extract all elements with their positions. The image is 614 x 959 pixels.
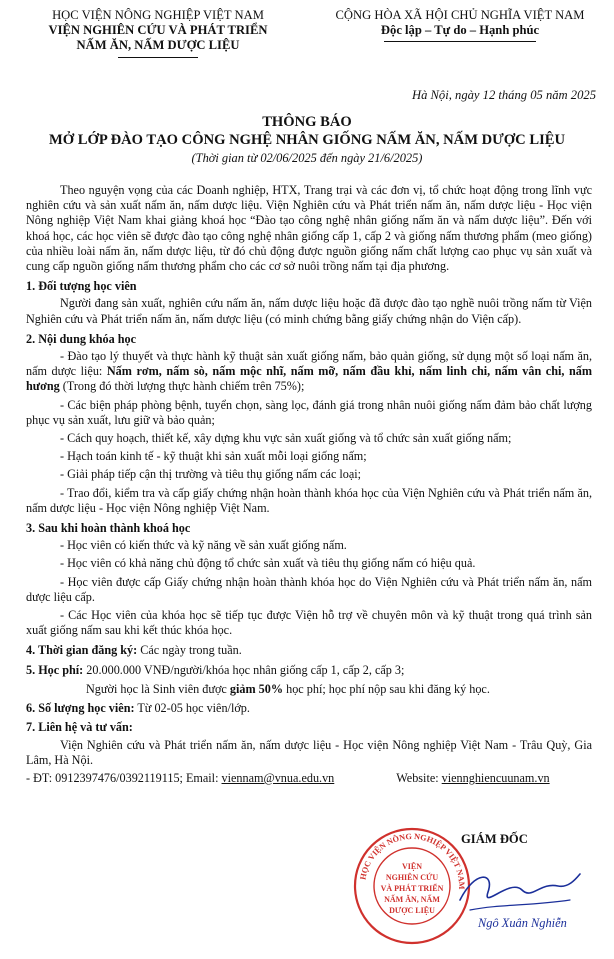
section-2-item-1-pre: - Đào tạo lý thuyết và thực hành kỹ thuật sản xuất giống nấm, bảo quản giống, sử dụng một số loại nấm ăn, nấm dược liệu: [26, 349, 592, 379]
discount-value: giảm 50% [229, 681, 284, 696]
section-2-item-2: - Các biện pháp phòng bệnh, tuyển chọn, sàng lọc, đánh giá trong nhân nuôi giống nấm đảm bảo chất lượng phục vụ sản xuất, lưu giữ và bảo quản; [26, 397, 592, 427]
section-2-item-4: - Hạch toán kinh tế - kỹ thuật khi sản xuất mỗi loại giống nấm; [60, 449, 367, 464]
section-5-discount [26, 682, 592, 697]
institute-name-line1: VIỆN NGHIÊN CỨU VÀ PHÁT TRIỂN [48, 23, 268, 37]
signatory-title: GIÁM ĐỐC [461, 832, 528, 846]
section-1-text: Người đang sản xuất, nghiên cứu nấm ăn, nấm dược liệu hoặc đã được đào tạo nghề nuôi trồng nấm từ Viện Nghiên cứu và Phát triển nấm ăn, nấm dược liệu (có minh chứng bằng giấy chứng nhận do Viện cấp). [26, 296, 592, 326]
signatory-name: Ngô Xuân Nghiễn [478, 916, 567, 930]
section-5-label: 5. Học phí: [26, 662, 84, 677]
institution-name: HỌC VIỆN NÔNG NGHIỆP VIỆT NAM [52, 8, 264, 22]
header-left-underline [118, 57, 198, 58]
email-link[interactable]: viennam@vnua.edu.vn [221, 770, 335, 785]
section-4 [26, 643, 592, 658]
seal-line-3: VÀ PHÁT TRIỂN [380, 884, 444, 893]
intro-paragraph: Theo nguyện vọng của các Doanh nghiệp, HTX, Trang trại và các đơn vị, tổ chức hoạt động trong lĩnh vực nghiên cứu và sản xuất nấm ăn, nấm dược liệu. Viện Nghiên cứu và Phát triển nấm ăn, nấm dược liệu - Học viện Nông nghiệp Việt Nam khai giảng khoá học “Đào tạo công nghệ nhân giống nấm ăn và nấm dược liệu”. Đến với khoá học, các học viên sẽ được đào tạo công nghệ nhân giống cấp 1, cấp 2 và giống nấm thương phẩm (meo giống) của nhiều loài nấm ăn, nấm dược liệu, từ đó chủ động được nguồn giống nấm chất lượng cao phục vụ sản xuất và cung cấp nguồn giống nấm thương phẩm cho các cơ sở nuôi trồng nấm tại địa phương. [26, 183, 592, 274]
course-period: (Thời gian từ 02/06/2025 đến ngày 21/6/2025) [191, 151, 423, 165]
document-date: Hà Nội, ngày 12 tháng 05 năm 2025 [411, 88, 596, 102]
header-left [8, 8, 308, 53]
seal-ring-text: HỌC VIỆN NÔNG NGHIỆP VIỆT NAM [358, 831, 467, 890]
section-7-heading: 7. Liên hệ và tư vấn: [26, 720, 133, 735]
section-2-item-6: - Trao đổi, kiểm tra và cấp giấy chứng nhận hoàn thành khóa học của Viện Nghiên cứu và Phát triển nấm ăn, nấm dược liệu - Học viện Nông nghiệp Việt Nam. [26, 485, 592, 515]
document-subject: MỞ LỚP ĐÀO TẠO CÔNG NGHỆ NHÂN GIỐNG NẤM ĂN, NẤM DƯỢC LIỆU [48, 132, 566, 148]
mushroom-species-list: Nấm rơm, nấm sò, nấm mộc nhĩ, nấm mỡ, nấm đầu khỉ, nấm linh chi, nấm vân chi, nấm hương [26, 364, 592, 394]
section-2-item-1-post: (Trong đó thời lượng thực hành chiếm trên 75%); [59, 379, 305, 394]
seal-line-2: NGHIÊN CỨU [385, 873, 439, 882]
section-3-item-4: - Các Học viên của khóa học sẽ tiếp tục được Viện hỗ trợ về chuyên môn và kỹ thuật trong quá trình sản xuất giống nấm sau khi kết thúc khóa học. [26, 608, 592, 638]
section-7-contact [26, 771, 592, 786]
header-right [310, 8, 610, 38]
discount-pre: Người học là Sinh viên được [86, 681, 230, 696]
section-5 [26, 663, 592, 678]
section-3-heading: 3. Sau khi hoàn thành khoá học [26, 521, 191, 536]
website-label: Website: [396, 770, 442, 785]
section-4-value: Các ngày trong tuần. [137, 643, 242, 658]
section-2-item-1 [26, 349, 592, 395]
motto: Độc lập – Tự do – Hạnh phúc [380, 23, 540, 37]
section-6-value: Từ 02-05 học viên/lớp. [134, 701, 250, 716]
website-link[interactable]: viennghiencuunam.vn [441, 770, 550, 785]
contact-phone: - ĐT: 0912397476/0392119115; Email: [26, 770, 222, 785]
section-3-item-3: - Học viên được cấp Giấy chứng nhận hoàn thành khóa học do Viện Nghiên cứu và Phát triển nấm ăn, nấm dược liệu cấp. [26, 574, 592, 604]
section-4-label: 4. Thời gian đăng ký: [26, 643, 138, 658]
section-3-item-1: - Học viên có kiến thức và kỹ năng về sản xuất giống nấm. [60, 538, 347, 553]
seal-line-4: NẤM ĂN, NẤM [384, 895, 440, 904]
section-5-value: 20.000.000 VNĐ/người/khóa học nhân giống cấp 1, cấp 2, cấp 3; [83, 662, 405, 677]
section-7-address: Viện Nghiên cứu và Phát triển nấm ăn, nấm dược liệu - Học viện Nông nghiệp Việt Nam - Trâu Quỳ, Gia Lâm, Hà Nội. [26, 737, 592, 767]
seal-line-5: DƯỢC LIỆU [389, 906, 435, 915]
section-2-item-5: - Giải pháp tiếp cận thị trường và tiêu thụ giống nấm các loại; [60, 467, 362, 482]
document-body [26, 183, 592, 786]
institute-name-line2: NẤM ĂN, NẤM DƯỢC LIỆU [76, 38, 240, 52]
document-title: THÔNG BÁO [262, 114, 352, 130]
discount-post: học phí; học phí nộp sau khi đăng ký học. [283, 681, 490, 696]
header-right-underline [384, 41, 536, 42]
section-1-heading: 1. Đối tượng học viên [26, 279, 137, 294]
seal-line-1: VIỆN [401, 862, 423, 871]
section-3-item-2: - Học viên có khả năng chủ động tổ chức sản xuất và tiêu thụ giống nấm có hiệu quả. [60, 556, 476, 571]
section-2-item-3: - Cách quy hoạch, thiết kế, xây dựng khu vực sản xuất giống và tổ chức sản xuất giống nấm; [60, 431, 512, 446]
country-name: CỘNG HÒA XÃ HỘI CHỦ NGHĨA VIỆT NAM [335, 8, 585, 22]
section-2-heading: 2. Nội dung khóa học [26, 331, 137, 346]
section-6-label: 6. Số lượng học viên: [26, 701, 135, 716]
section-6 [26, 701, 592, 716]
